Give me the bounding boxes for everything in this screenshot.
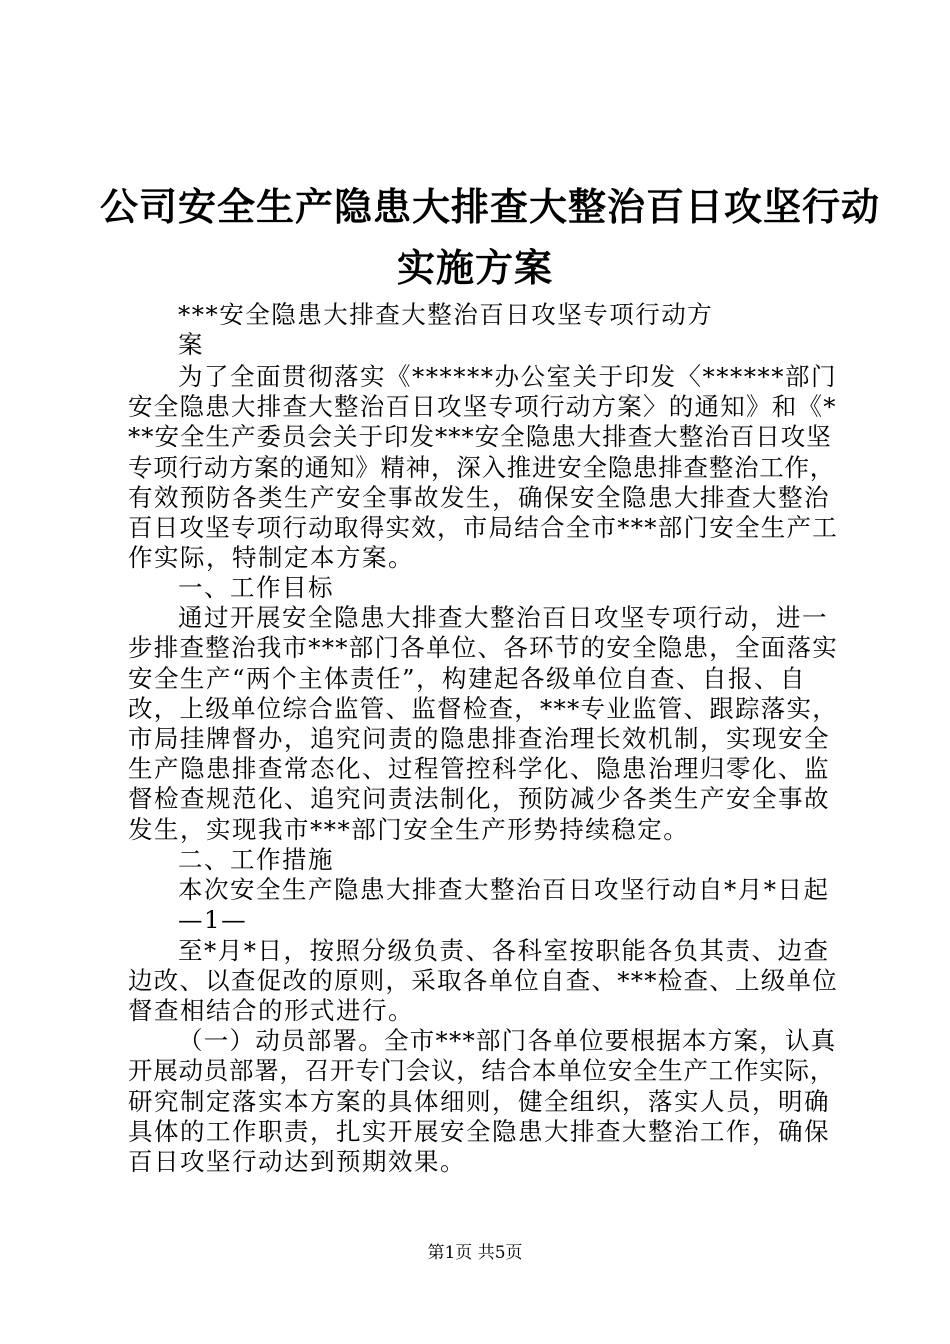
text-line: 至*月*日，按照分级负责、各科室按职能各负其责、边查 xyxy=(178,936,830,965)
text-line: 发生，实现我市***部门安全生产形势持续稳定。 xyxy=(128,815,690,844)
inline-page-number: —1— xyxy=(178,905,248,934)
text-line: 督检查规范化、追究问责法制化，预防减少各类生产安全事故 xyxy=(128,784,830,813)
text-line: 督查相结合的形式进行。 xyxy=(128,996,414,1025)
text-line: 步排查整治我市***部门各单位、各环节的安全隐患，全面落实 xyxy=(128,633,838,662)
text-line: 安全生产“两个主体责任”，构建起各级单位自查、自报、自 xyxy=(128,664,807,693)
text-line: （一）动员部署。全市***部门各单位要根据本方案，认真 xyxy=(178,1026,837,1055)
page-footer: 第1页 共5页 xyxy=(427,1243,523,1263)
text-line: 有效预防各类生产安全事故发生，确保安全隐患大排查大整治 xyxy=(128,483,830,512)
document-title-line-2: 实施方案 xyxy=(396,245,553,290)
text-line: 研究制定落实本方案的具体细则，健全组织，落实人员，明确 xyxy=(128,1087,830,1116)
text-line: 百日攻坚专项行动取得实效，市局结合全市***部门安全生产工 xyxy=(128,513,838,542)
text-line: 生产隐患排查常态化、过程管控科学化、隐患治理归零化、监 xyxy=(128,754,830,783)
text-line: 改，上级单位综合监管、监督检查，***专业监管、跟踪落实， xyxy=(128,694,838,723)
text-line: 案 xyxy=(178,330,204,359)
text-line: 专项行动方案的通知》精神，深入推进安全隐患排查整治工作， xyxy=(128,453,835,482)
document-title-line-1: 公司安全生产隐患大排查大整治百日攻坚行动 xyxy=(100,184,881,229)
text-line: 边改、以查促改的原则，采取各单位自查、***检查、上级单位 xyxy=(128,966,838,995)
text-line: 具体的工作职责，扎实开展安全隐患大排查大整治工作，确保 xyxy=(128,1117,830,1146)
text-line: 开展动员部署，召开专门会议，结合本单位安全生产工作实际， xyxy=(128,1056,835,1085)
text-line: 市局挂牌督办，追究问责的隐患排查治理长效机制，实现安全 xyxy=(128,724,830,753)
text-line: 百日攻坚行动达到预期效果。 xyxy=(128,1147,466,1176)
text-line: 本次安全生产隐患大排查大整治百日攻坚行动自*月*日起 xyxy=(178,875,830,904)
text-line: 作实际，特制定本方案。 xyxy=(128,543,414,572)
text-line: 为了全面贯彻落实《******办公室关于印发〈******部门 xyxy=(178,362,837,391)
text-line: 通过开展安全隐患大排查大整治百日攻坚专项行动，进一 xyxy=(178,603,828,632)
text-line: **安全生产委员会关于印发***安全隐患大排查大整治百日攻坚 xyxy=(128,422,832,451)
section-heading: 一、工作目标 xyxy=(178,573,334,602)
text-line: ***安全隐患大排查大整治百日攻坚专项行动方 xyxy=(178,300,714,329)
text-line: 安全隐患大排查大整治百日攻坚专项行动方案〉的通知》和《* xyxy=(128,392,837,421)
section-heading: 二、工作措施 xyxy=(178,845,334,874)
